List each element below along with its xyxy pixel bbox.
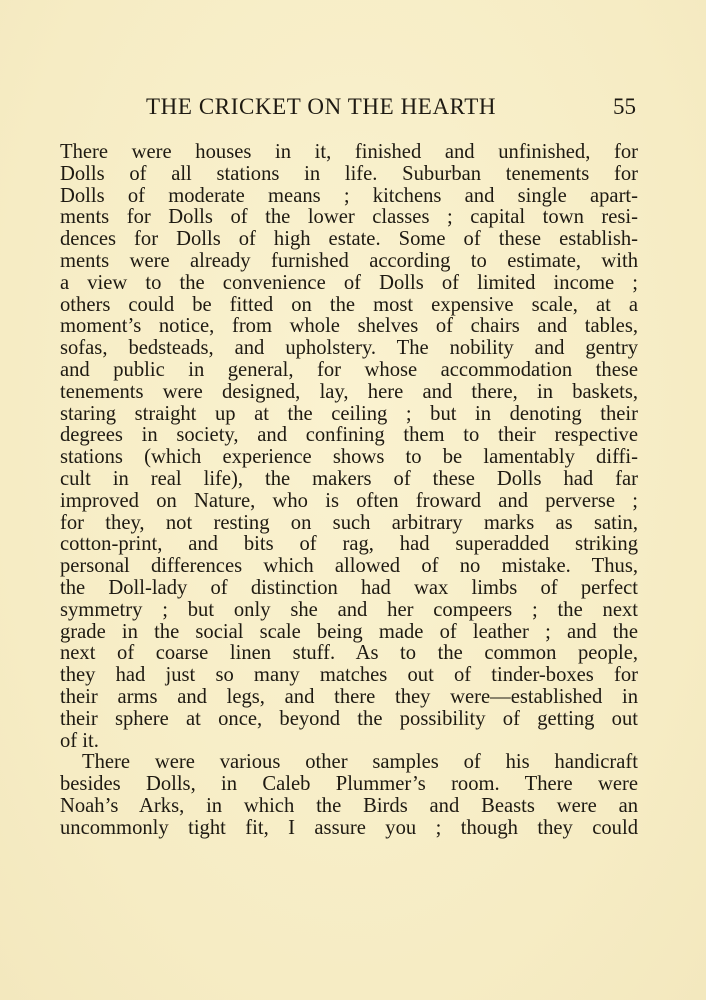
- text-line: their arms and legs, and there they were—established in: [60, 685, 638, 708]
- text-line: cotton-print, and bits of rag, had superadded striking: [60, 533, 638, 556]
- page-header: [60, 92, 638, 122]
- text-line: moment’s notice, from whole shelves of chairs and tables,: [60, 315, 638, 338]
- body-text: [60, 142, 638, 840]
- text-line: they had just so many matches out of tinder-boxes for: [60, 664, 638, 687]
- text-line: others could be fitted on the most expensive scale, at a: [60, 293, 638, 316]
- text-line: their sphere at once, beyond the possibility of getting out: [60, 707, 638, 730]
- text-line: grade in the social scale being made of leather ; and the: [60, 620, 638, 643]
- text-line: staring straight up at the ceiling ; but in denoting their: [60, 402, 638, 425]
- text-line: dences for Dolls of high estate. Some of these establish-: [60, 228, 638, 251]
- text-line: cult in real life), the makers of these Dolls had far: [60, 467, 638, 490]
- text-line: ments were already furnished according to estimate, with: [60, 249, 638, 272]
- page-number: 55: [613, 94, 636, 119]
- text-line: There were houses in it, finished and unfinished, for: [60, 141, 638, 163]
- text-line: besides Dolls, in Caleb Plummer’s room. There were: [60, 773, 638, 796]
- running-title: THE CRICKET ON THE HEARTH: [146, 94, 497, 119]
- text-line: sofas, bedsteads, and upholstery. The nobility and gentry: [60, 337, 638, 360]
- text-line: Noah’s Arks, in which the Birds and Beasts were an: [60, 794, 638, 817]
- text-line: degrees in society, and confining them to their respective: [60, 424, 638, 447]
- text-line: next of coarse linen stuff. As to the common people,: [60, 642, 638, 665]
- text-line: and public in general, for whose accommodation these: [60, 358, 638, 381]
- text-line: for they, not resting on such arbitrary marks as satin,: [60, 511, 638, 534]
- text-line: personal differences which allowed of no mistake. Thus,: [60, 555, 638, 578]
- text-line: the Doll-lady of distinction had wax limbs of perfect: [60, 576, 638, 599]
- text-line: symmetry ; but only she and her compeers ; the next: [60, 598, 638, 621]
- text-line: of it.: [60, 729, 99, 752]
- paragraph-1: [60, 142, 638, 752]
- text-line: uncommonly tight fit, I assure you ; though they could: [60, 816, 638, 839]
- text-line: improved on Nature, who is often froward and perverse ;: [60, 489, 638, 512]
- text-line: Dolls of all stations in life. Suburban tenements for: [60, 162, 638, 185]
- text-line: stations (which experience shows to be lamentably diffi-: [60, 446, 638, 469]
- text-line: a view to the convenience of Dolls of limited income ;: [60, 271, 638, 294]
- text-line: tenements were designed, lay, here and there, in baskets,: [60, 380, 638, 403]
- text-line: ments for Dolls of the lower classes ; capital town resi-: [60, 206, 638, 229]
- text-line: There were various other samples of his handicraft: [82, 751, 638, 774]
- text-line: Dolls of moderate means ; kitchens and single apart-: [60, 184, 638, 207]
- paragraph-2: [60, 752, 638, 839]
